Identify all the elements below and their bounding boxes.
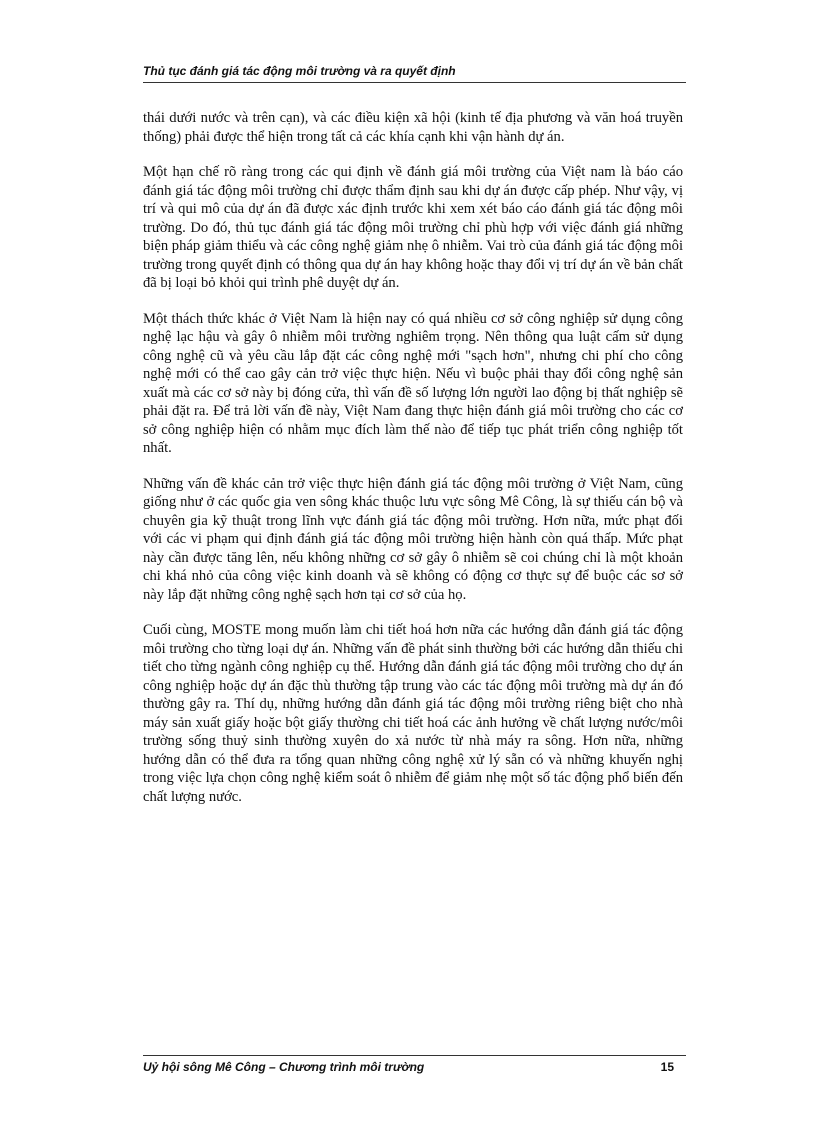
paragraph: thái dưới nước và trên cạn), và các điều kiện xã hội (kinh tế địa phương và văn hoá truyền thống) phải được thể hiện trong tất cả các khía cạnh khi vận hành dự án. [143, 110, 683, 145]
header-title: Thủ tục đánh giá tác động môi trường và ra quyết định [143, 64, 456, 78]
page-header [143, 64, 686, 83]
paragraph: Cuối cùng, MOSTE mong muốn làm chi tiết hoá hơn nữa các hướng dẫn đánh giá tác động môi trường cho từng loại dự án. Những vấn đề phát sinh thường bởi các hướng dẫn thiếu chi tiết cho từng ngành công nghiệp cụ thể. Hướng dẫn đánh giá tác động môi trường cho dự án công nghiệp hoặc dự án đặc thù thường tập trung vào các tác động môi trường mà dự án đó thường gây ra. Thí dụ, những hướng dẫn đánh giá tác động môi trường riêng biệt cho nhà máy sản xuất giấy hoặc bột giấy thường chi tiết hoá các ảnh hưởng về chất lượng nước/môi trường sống thuỷ sinh thường xuyên do xả nước từ nhà máy ra sông. Hơn nữa, những hướng dẫn có thể đưa ra tổng quan những công nghệ xử lý sẵn có và những khuyến nghị trong việc lựa chọn công nghệ kiểm soát ô nhiễm để giảm nhẹ một số tác động phổ biến đến chất lượng nước. [143, 622, 683, 805]
document-body [143, 109, 683, 823]
page-number: 15 [660, 1060, 674, 1074]
paragraph: Những vấn đề khác cản trở việc thực hiện đánh giá tác động môi trường ở Việt Nam, cũng giống như ở các quốc gia ven sông khác thuộc lưu vực sông Mê Công, là sự thiếu cán bộ và chuyên gia kỹ thuật trong lĩnh vực đánh giá tác động môi trường. Hơn nữa, mức phạt đối với các vi phạm qui định đánh giá tác động môi trường hiện hành còn quá thấp. Mức phạt này cần được tăng lên, nếu không những cơ sở gây ô nhiễm sẽ coi chúng chỉ là một khoản chi khá nhỏ của công việc kinh doanh và sẽ không có động cơ thực sự để buộc các sơ sở này lắp đặt những công nghệ sạch hơn tại cơ sở của họ. [143, 475, 683, 603]
footer-title: Uỷ hội sông Mê Công – Chương trình môi trường [143, 1060, 425, 1074]
paragraph: Một thách thức khác ở Việt Nam là hiện nay có quá nhiều cơ sở công nghiệp sử dụng công nghệ lạc hậu và gây ô nhiễm môi trường nghiêm trọng. Nên thông qua luật cấm sử dụng công nghệ cũ và yêu cầu lắp đặt các công nghệ mới "sạch hơn", nhưng chi phí cho công nghệ mới có thể cao gây cản trở việc thực hiện. Nếu vì buộc phải thay đổi công nghệ sản xuất mà các cơ sở này bị đóng cửa, thì vấn đề số lượng lớn người lao động bị thất nghiệp sẽ phải đặt ra. Để trả lời vấn đề này, Việt Nam đang thực hiện đánh giá môi trường cho các cơ sở công nghiệp hiện có nhằm mục đích làm thế nào để tiếp tục phát triển công nghiệp tốt nhất. [143, 310, 683, 456]
page-footer [143, 1055, 686, 1076]
paragraph: Một hạn chế rõ ràng trong các qui định về đánh giá môi trường của Việt nam là báo cáo đánh giá tác động môi trường chỉ được thẩm định sau khi dự án được cấp phép. Như vậy, vị trí và qui mô của dự án đã được xác định trước khi xem xét báo cáo đánh giá tác động môi trường. Do đó, thủ tục đánh giá tác động môi trường chỉ phù hợp với việc đánh giá những biện pháp giảm thiểu và các công nghệ giảm nhẹ ô nhiễm. Vai trò của đánh giá tác động môi trường trong quyết định có thông qua dự án hay không hoặc thay đổi vị trí dự án về bản chất đã bị loại bỏ khỏi qui trình phê duyệt dự án. [143, 164, 683, 291]
